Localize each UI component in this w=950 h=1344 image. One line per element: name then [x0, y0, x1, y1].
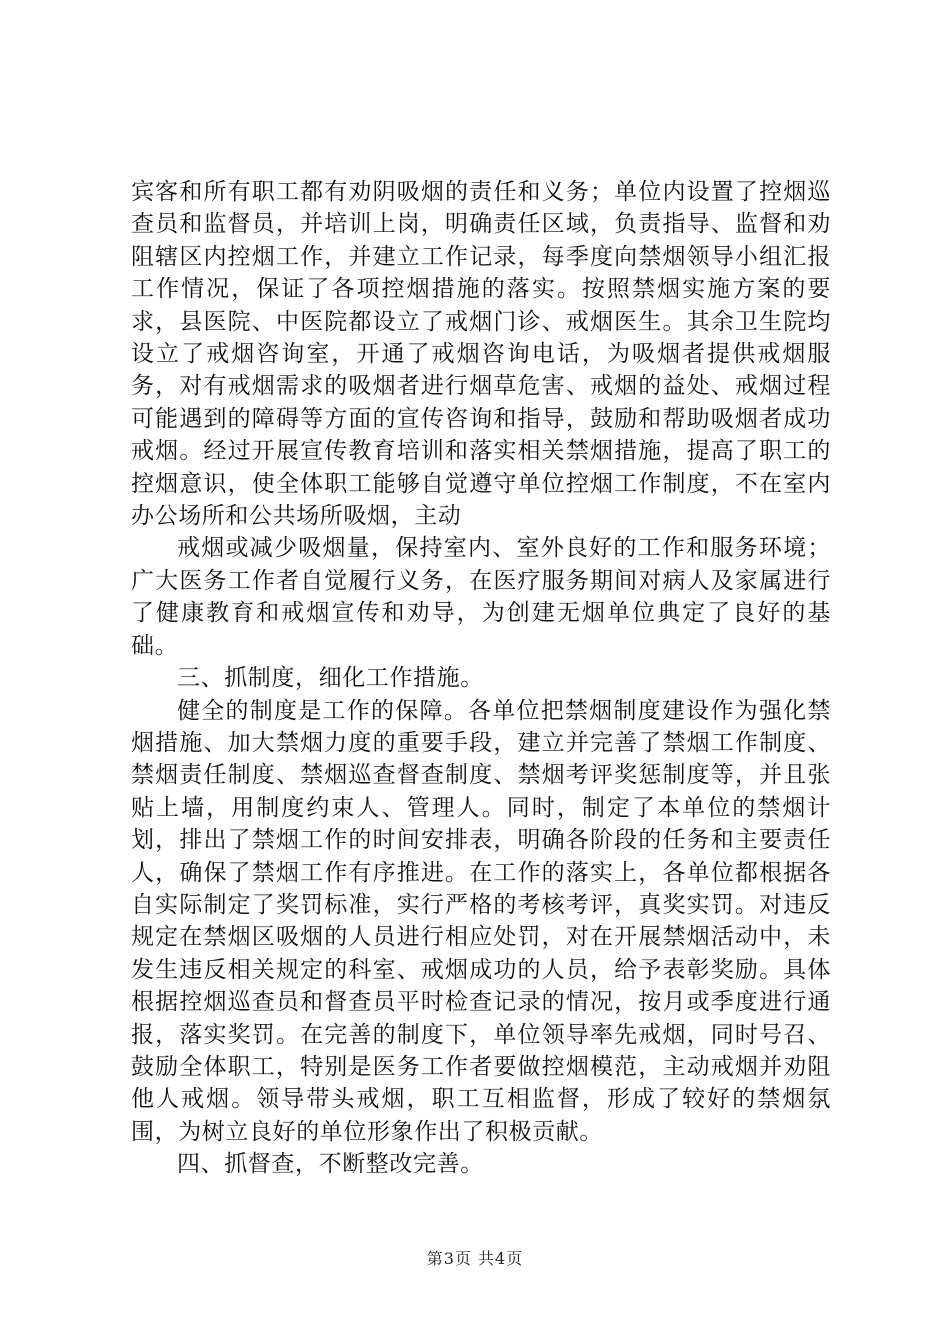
page-number-label: 第3页 共4页 — [426, 1249, 524, 1268]
section-heading-three: 三、抓制度，细化工作措施。 — [177, 665, 484, 692]
paragraph-continuation: 宾客和所有职工都有劝阴吸烟的责任和义务；单位内设置了控烟巡查员和监督员，并培训上岗，明确责任区域，负责指导、监督和劝阻辖区内控烟工作，并建立工作记录，每季度向禁烟领导小组汇报工作情况，保证了各项控烟措施的落实。按照禁烟实施方案的要求，县医院、中医院都设立了戒烟门诊、戒烟医生。其余卫生院均设立了戒烟咨询室，开通了戒烟咨询电话，为吸烟者提供戒烟服务，对有戒烟需求的吸烟者进行烟草危害、戒烟的益处、戒烟过程可能遇到的障碍等方面的宣传咨询和指导，鼓励和帮助吸烟者成功戒烟。经过开展宣传教育培训和落实相关禁烟措施，提高了职工的控烟意识，使全体职工能够自觉遵守单位控烟工作制度，不在室内办公场所和公共场所吸烟，主动 — [131, 179, 831, 530]
paragraph-system: 健全的制度是工作的保障。各单位把禁烟制度建设作为强化禁烟措施、加大禁烟力度的重要手段，建立并完善了禁烟工作制度、禁烟责任制度、禁烟巡查督查制度、禁烟考评奖惩制度等，并且张贴上墙，用制度约束人、管理人。同时，制定了本单位的禁烟计划，排出了禁烟工作的时间安排表，明确各阶段的任务和主要责任人，确保了禁烟工作有序推进。在工作的落实上，各单位都根据各自实际制定了奖罚标准，实行严格的考核考评，真奖实罚。对违反规定在禁烟区吸烟的人员进行相应处罚，对在开展禁烟活动中，未发生违反相关规定的科室、戒烟成功的人员，给予表彰奖励。具体根据控烟巡查员和督查员平时检查记录的情况，按月或季度进行通报，落实奖罚。在完善的制度下，单位领导率先戒烟，同时号召、鼓励全体职工，特别是医务工作者要做控烟模范，主动戒烟并劝阻他人戒烟。领导带头戒烟，职工互相监督，形成了较好的禁烟氛围，为树立良好的单位形象作出了积极贡献。 — [131, 697, 831, 1145]
section-heading-four: 四、抓督查，不断整改完善。 — [177, 1151, 484, 1178]
paragraph-environment: 戒烟或减少吸烟量，保持室内、室外良好的工作和服务环境；广大医务工作者自觉履行义务，在医疗服务期间对病人及家属进行了健康教育和戒烟宣传和劝导，为创建无烟单位典定了良好的基础。 — [131, 535, 831, 659]
document-body — [131, 176, 831, 1181]
page-footer — [0, 1246, 950, 1269]
